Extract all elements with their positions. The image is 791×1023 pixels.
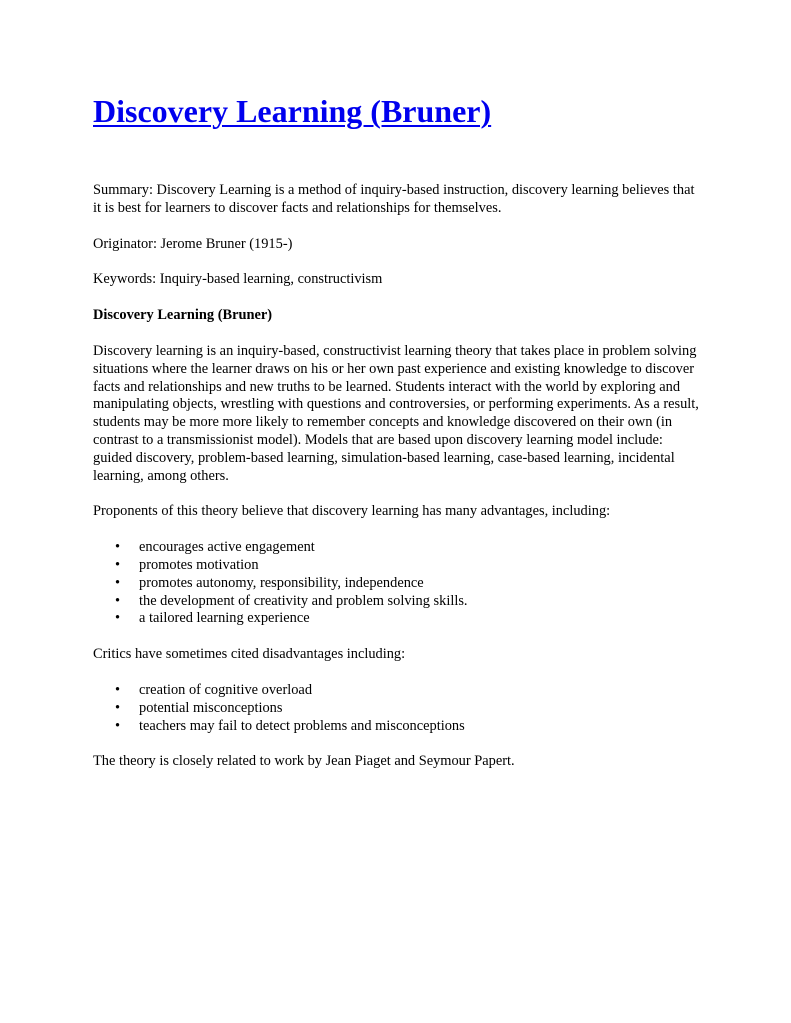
disadvantages-list: [93, 682, 703, 735]
list-item: • potential misconceptions: [93, 700, 703, 718]
closing-paragraph: The theory is closely related to work by Jean Piaget and Seymour Papert.: [93, 753, 515, 770]
keywords-line: Keywords: Inquiry-based learning, constructivism: [93, 271, 383, 288]
page-title: [93, 92, 703, 130]
title-link[interactable]: Discovery Learning (Bruner): [93, 93, 492, 129]
advantages-list: [93, 539, 703, 628]
disadvantages-intro: Critics have sometimes cited disadvantages including:: [93, 646, 406, 663]
originator-line: Originator: Jerome Bruner (1915-): [93, 235, 293, 252]
list-item: • promotes autonomy, responsibility, independence: [93, 575, 703, 593]
list-item: • encourages active engagement: [93, 539, 703, 557]
document-content: [93, 92, 703, 771]
list-item: • creation of cognitive overload: [93, 682, 703, 700]
advantages-intro: Proponents of this theory believe that discovery learning has many advantages, including:: [93, 503, 611, 520]
list-item: • promotes motivation: [93, 557, 703, 575]
list-item: • a tailored learning experience: [93, 610, 703, 628]
summary-paragraph: Summary: Discovery Learning is a method of inquiry-based instruction, discovery learning believes that it is best for learners to discover facts and relationships for themselves.: [93, 182, 695, 216]
list-item: • teachers may fail to detect problems and misconceptions: [93, 718, 703, 736]
section-heading: Discovery Learning (Bruner): [93, 307, 273, 324]
body-paragraph: Discovery learning is an inquiry-based, constructivist learning theory that takes place in problem solving situations where the learner draws on his or her own past experience and existing knowledge to discover facts and relationships and new truths to be learned. Students interact with the world by exploring and manipulating objects, wrestling with questions and controversies, or performing experiments. As a result, students may be more more likely to remember concepts and knowledge discovered on their own (in contrast to a transmissionist model). Models that are based upon discovery learning model include: guided discovery, problem-based learning, simulation-based learning, case-based learning, incidental learning, among others.: [93, 342, 699, 484]
list-item: • the development of creativity and problem solving skills.: [93, 593, 703, 611]
